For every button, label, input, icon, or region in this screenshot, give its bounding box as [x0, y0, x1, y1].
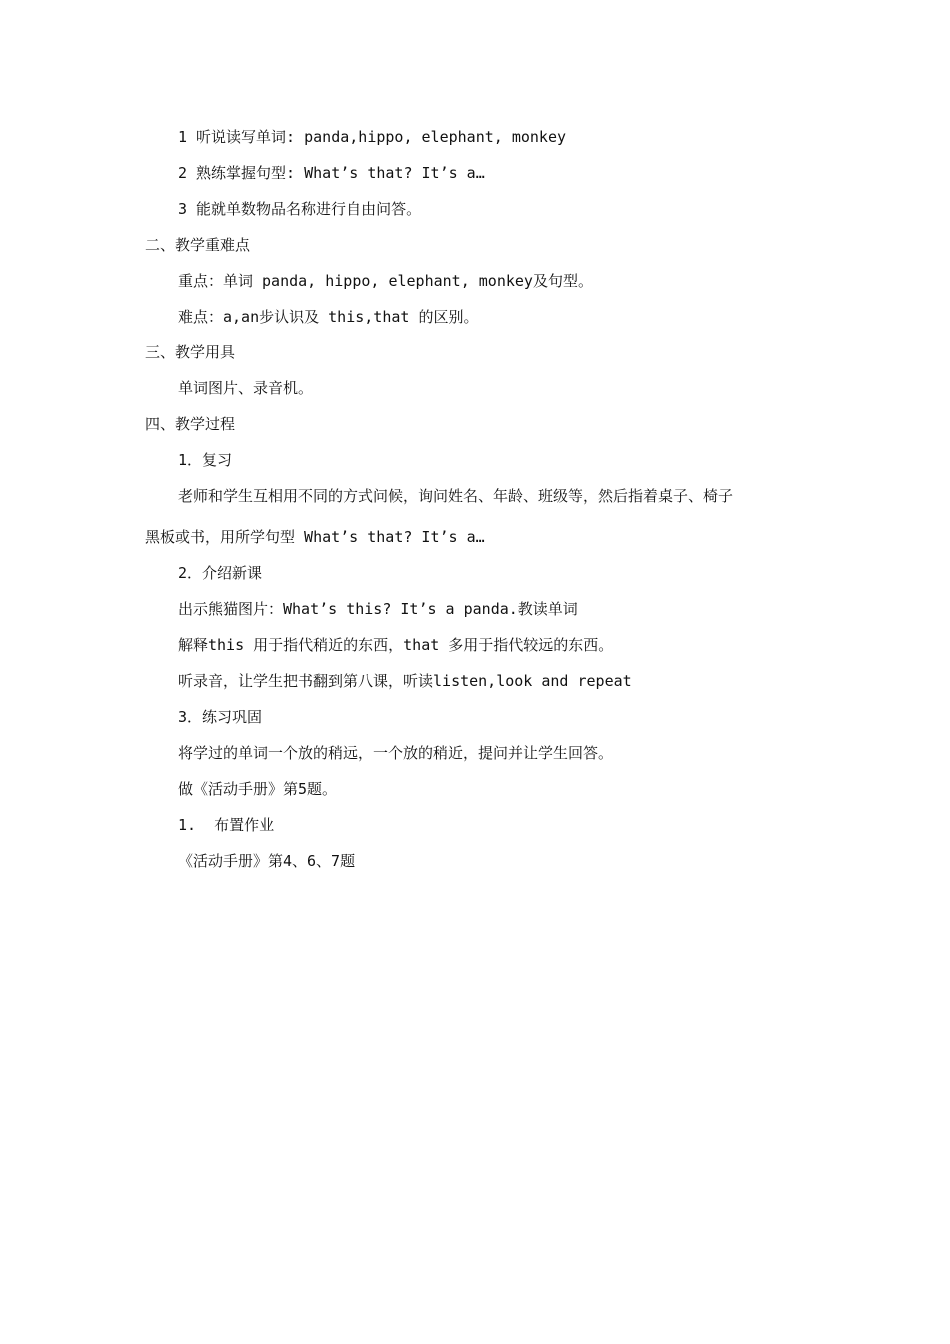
objective-1: 1 听说读写单词: panda,hippo, elephant, monkey: [178, 128, 567, 146]
review-title: 1．复习: [178, 451, 233, 469]
section-heading-process: 四、教学过程: [145, 415, 236, 433]
materials-text: 单词图片、录音机。: [178, 379, 314, 397]
key-point-focus: 重点：单词 panda, hippo, elephant, monkey及句型。: [178, 272, 593, 290]
objective-2: 2 熟练掌握句型: What’s that? It’s a…: [178, 164, 485, 182]
practice-line-2: 做《活动手册》第5题。: [178, 780, 338, 798]
review-line-1: 老师和学生互相用不同的方式问候，询问姓名、年龄、班级等，然后指着桌子、椅子: [178, 487, 734, 505]
objective-3: 3 能就单数物品名称进行自由问答。: [178, 200, 422, 218]
section-heading-materials: 三、教学用具: [145, 343, 236, 361]
new-lesson-line-2: 解释this 用于指代稍近的东西，that 多用于指代较远的东西。: [178, 636, 614, 654]
key-point-difficulty: 难点：a,an步认识及 this,that 的区别。: [178, 308, 479, 326]
review-line-2: 黑板或书，用所学句型 What’s that? It’s a…: [145, 528, 485, 546]
homework-title: 1. 布置作业: [178, 816, 275, 834]
practice-title: 3．练习巩固: [178, 708, 263, 726]
new-lesson-line-3: 听录音，让学生把书翻到第八课，听读listen,look and repeat: [178, 672, 632, 690]
homework-text: 《活动手册》第4、6、7题: [178, 852, 356, 870]
new-lesson-line-1: 出示熊猫图片：What’s this? It’s a panda.教读单词: [178, 600, 578, 618]
new-lesson-title: 2．介绍新课: [178, 564, 263, 582]
section-heading-key-points: 二、教学重难点: [145, 236, 251, 254]
practice-line-1: 将学过的单词一个放的稍远，一个放的稍近，提问并让学生回答。: [178, 744, 614, 762]
